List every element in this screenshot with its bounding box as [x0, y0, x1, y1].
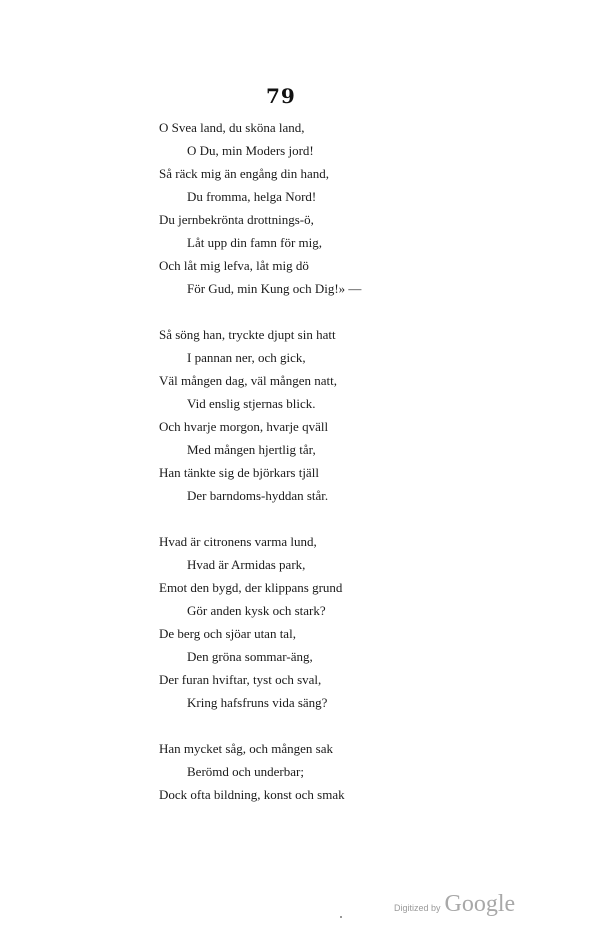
page-number: 79: [266, 84, 296, 108]
verse-line: Gör anden kysk och stark?: [187, 603, 326, 618]
stanza-4: [159, 737, 459, 806]
google-logo: Google: [444, 891, 516, 917]
verse-line: Der barndoms-hyddan står.: [187, 488, 329, 503]
verse-line: Du jernbekrönta drottnings-ö,: [159, 212, 314, 227]
verse-line: Vid enslig stjernas blick.: [187, 396, 316, 411]
stanza-2: [159, 323, 459, 507]
verse-line: De berg och sjöar utan tal,: [159, 626, 296, 641]
verse-line: Du fromma, helga Nord!: [187, 189, 317, 204]
stanza-break: [159, 714, 459, 737]
verse-line: Emot den bygd, der klippans grund: [159, 580, 343, 595]
verse-line: Och låt mig lefva, låt mig dö: [159, 258, 309, 273]
verse-line: Den gröna sommar-äng,: [187, 649, 313, 664]
verse-line: För Gud, min Kung och Dig!» —: [187, 281, 362, 296]
verse-line: O Svea land, du sköna land,: [159, 120, 305, 135]
verse-line: O Du, min Moders jord!: [187, 143, 314, 158]
verse-line: Han mycket såg, och mången sak: [159, 741, 334, 756]
stanza-3: [159, 530, 459, 714]
verse-line: Han tänkte sig de björkars tjäll: [159, 465, 319, 480]
scan-speck: [340, 916, 342, 918]
watermark-prefix: Digitized by: [394, 903, 441, 913]
verse-line: Så räck mig än engång din hand,: [159, 166, 330, 181]
verse-line: Berömd och underbar;: [187, 764, 304, 779]
verse-line: Hvad är Armidas park,: [187, 557, 306, 572]
verse-line: Låt upp din famn för mig,: [187, 235, 323, 250]
verse-line: Kring hafsfruns vida säng?: [187, 695, 328, 710]
verse-line: I pannan ner, och gick,: [187, 350, 306, 365]
verse-line: Så söng han, tryckte djupt sin hatt: [159, 327, 336, 342]
digitized-watermark: [394, 891, 515, 918]
poem: [159, 116, 459, 806]
stanza-break: [159, 507, 459, 530]
verse-line: Dock ofta bildning, konst och smak: [159, 787, 345, 802]
verse-line: Med mången hjertlig tår,: [187, 442, 316, 457]
verse-line: Hvad är citronens varma lund,: [159, 534, 317, 549]
verse-line: Och hvarje morgon, hvarje qväll: [159, 419, 329, 434]
verse-line: Der furan hviftar, tyst och sval,: [159, 672, 322, 687]
verse-line: Väl mången dag, väl mången natt,: [159, 373, 337, 388]
stanza-break: [159, 300, 459, 323]
stanza-1: [159, 116, 459, 300]
